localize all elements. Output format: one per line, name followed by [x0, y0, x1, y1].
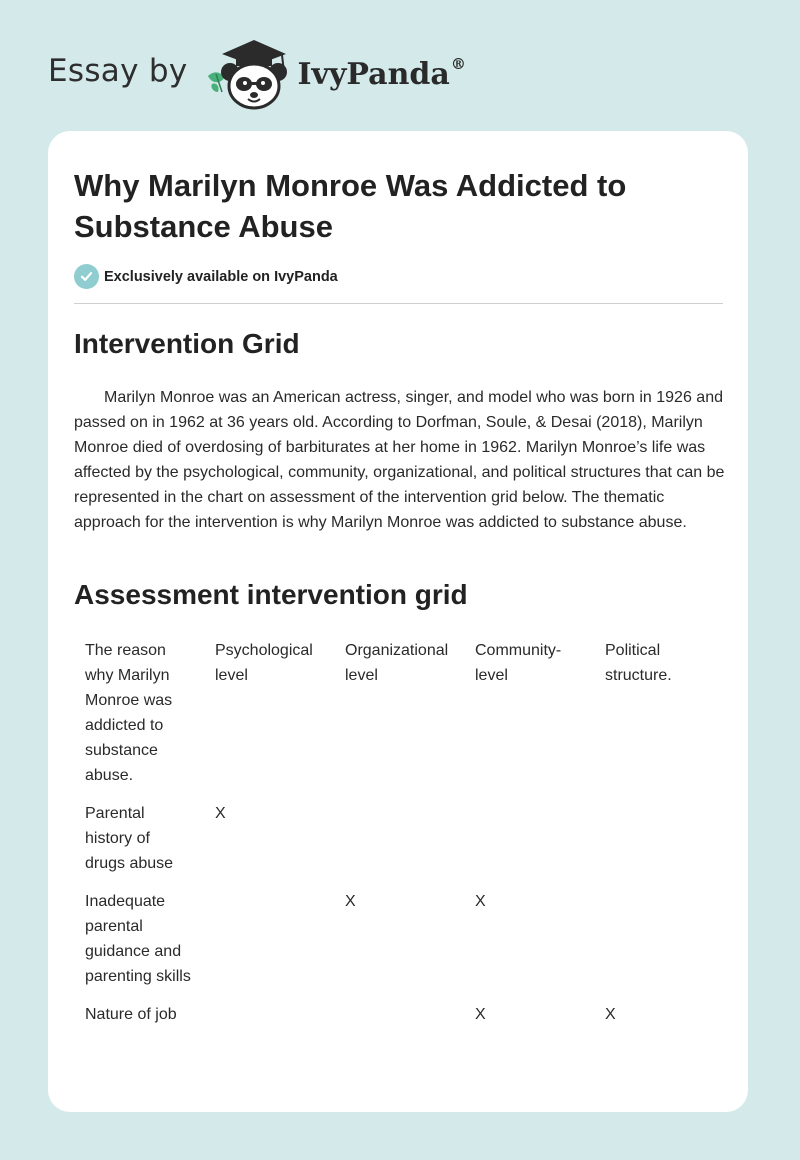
table-header-cell: Organizational level — [345, 642, 449, 684]
table-cell: X — [475, 893, 486, 910]
table-row — [74, 884, 724, 997]
table-header-cell: Psychological level — [215, 642, 313, 684]
table-cell — [204, 884, 334, 997]
body-paragraph: Marilyn Monroe was an American actress, singer, and model who was born in 1926 and passed on in 1962 at 36 years old. According to Dorfman, Soule, & Desai (2018), Marilyn Monroe died of overdosing of barbiturates at her home in 1962. Marilyn Monroe’s life was affected by the psychological, community, organizational, and political structures that can be represented in the chart on assessment of the intervention grid below. The thematic approach for the intervention is why Marilyn Monroe was addicted to substance abuse. — [74, 389, 725, 531]
table-cell: X — [605, 1006, 616, 1023]
table-cell: Nature of job — [85, 1006, 177, 1023]
exclusive-label: Exclusively available on IvyPanda — [104, 268, 338, 285]
table-cell — [464, 796, 594, 884]
exclusive-badge — [74, 264, 338, 289]
essay-title: Why Marilyn Monroe Was Addicted to Substance Abuse — [74, 168, 627, 244]
table-header-row — [74, 633, 724, 796]
table-cell — [334, 796, 464, 884]
table-cell — [594, 796, 724, 884]
table-cell: Inadequate parental guidance and parenting skills — [85, 893, 191, 985]
site-header — [48, 34, 466, 114]
divider — [74, 303, 723, 304]
essay-by-label: Essay by — [48, 53, 188, 89]
table-header-cell: The reason why Marilyn Monroe was addicted to substance abuse. — [85, 642, 173, 784]
table-cell: X — [215, 805, 226, 822]
table-header-cell: Political structure. — [605, 642, 672, 684]
table-cell — [594, 884, 724, 997]
table-header-cell: Community-level — [475, 642, 562, 684]
table-cell: X — [475, 1006, 486, 1023]
table-cell: X — [345, 893, 356, 910]
section-heading-assessment-grid: Assessment intervention grid — [74, 579, 468, 610]
intervention-grid-table — [74, 633, 724, 1035]
table-row — [74, 997, 724, 1035]
check-circle-icon — [74, 264, 99, 289]
table-row — [74, 796, 724, 884]
essay-card — [48, 131, 748, 1112]
panda-graduation-icon[interactable] — [204, 36, 294, 112]
brand-name[interactable]: IvyPanda® — [297, 54, 466, 92]
table-cell — [334, 997, 464, 1035]
registered-mark: ® — [450, 54, 466, 73]
section-heading-intervention-grid: Intervention Grid — [74, 328, 300, 359]
table-cell: Parental history of drugs abuse — [85, 805, 174, 872]
table-cell — [204, 997, 334, 1035]
